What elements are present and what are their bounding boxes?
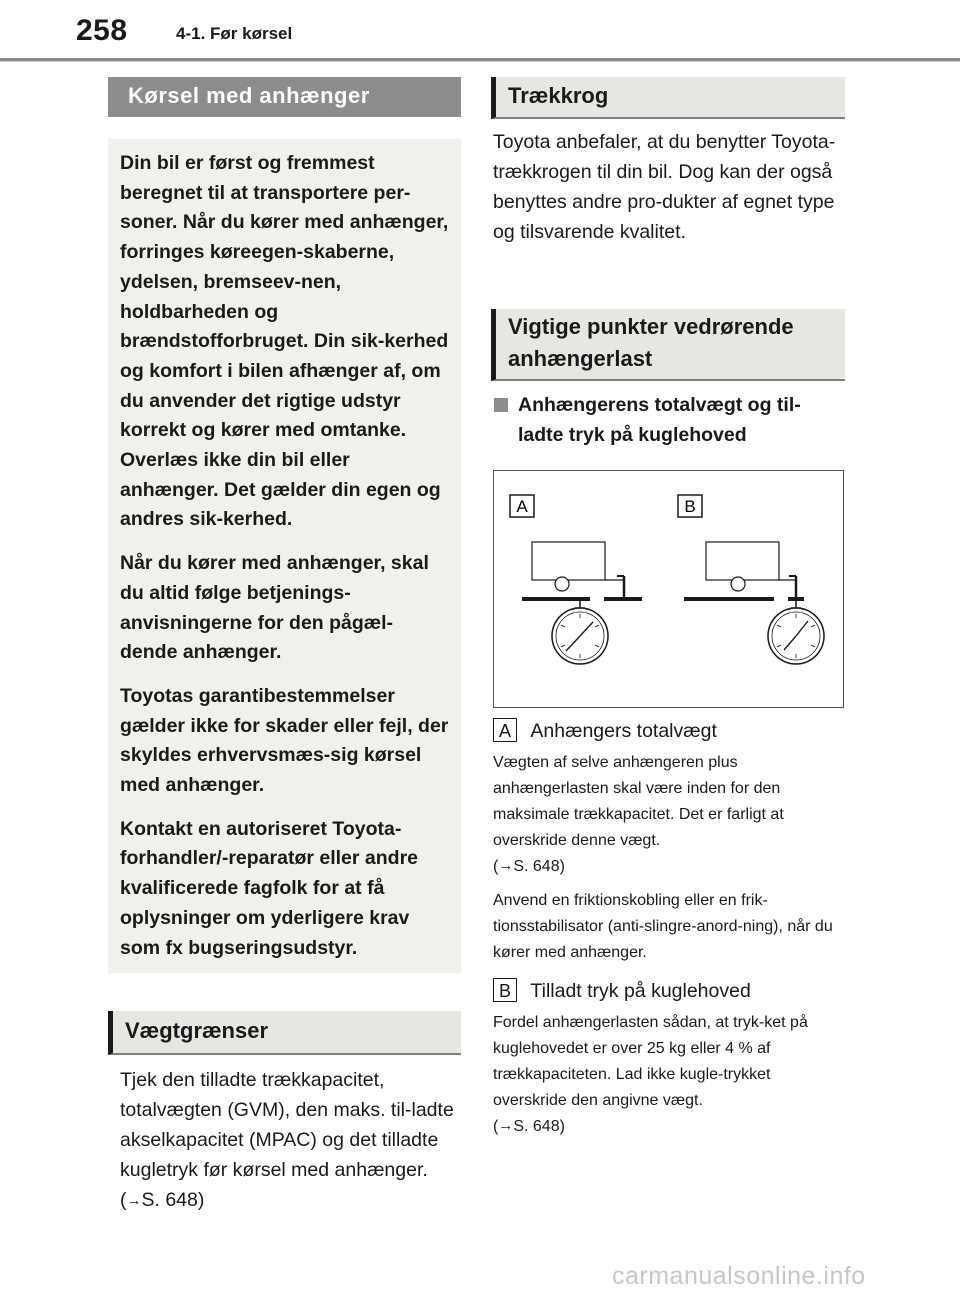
- item-b-heading: [493, 976, 843, 1006]
- arrow-icon: →: [498, 857, 514, 874]
- arrow-icon: →: [498, 1117, 514, 1134]
- left-column: [108, 77, 461, 973]
- page-header: [0, 0, 960, 62]
- trailer-diagram: [494, 471, 842, 706]
- scale-a: [552, 599, 608, 664]
- towing-heading: Kørsel med anhænger: [108, 77, 461, 117]
- hitch-text: Toyota anbefaler, at du benytter Toyota-trækkrogen til din bil. Dog kan der også benyttes andre pro-dukter af egnet type og tilsvarende kvalitet.: [493, 131, 836, 243]
- points-section: [491, 309, 845, 381]
- intro-paragraph: Toyotas garantibestemmelser gælder ikke for skader eller fejl, der skyldes erhvervsmæs-sig kørsel med anhænger.: [120, 684, 449, 797]
- section-label: 4-1. Før kørsel: [176, 24, 293, 43]
- intro-paragraph: Når du kører med anhænger, skal du altid følge betjenings-anvisningerne for den pågæl-dende anhænger.: [120, 552, 429, 664]
- figure-label-a: [510, 495, 534, 517]
- item-a-title: Anhængers totalvægt: [530, 720, 717, 742]
- scale-b: [768, 599, 824, 664]
- page-number: 258: [76, 14, 128, 47]
- figure-label-b-text: B: [684, 497, 696, 516]
- square-bullet-icon: [494, 398, 508, 412]
- weight-text: [108, 1065, 461, 1217]
- trailer-a: [522, 542, 642, 599]
- hitch-heading: Trækkrog: [491, 77, 845, 119]
- weight-heading: Vægtgrænser: [108, 1011, 461, 1055]
- figure-label-b: [678, 495, 702, 517]
- weight-section: [108, 1011, 461, 1217]
- figure-label-a-text: A: [516, 497, 528, 516]
- item-b-ref: S. 648): [513, 1118, 565, 1135]
- item-a-heading: [493, 716, 843, 746]
- trailer-b: [684, 542, 804, 599]
- item-a-label: A: [493, 718, 517, 742]
- intro-paragraph: Din bil er først og fremmest beregnet til at transportere per-soner. Når du kører med anhænger, forringes køreegen-skaberne, ydelsen, bremseev-nen, holdbarheden og brændstofforbruget. Din sik-kerhed og komfort i bilen afhænger af, om du anvender det rigtige udstyr korrekt og kører med omtanke. Overlæs ikke din bil eller anhænger. Det gælder din egen og andres sik-kerhed.: [120, 152, 449, 531]
- item-b-text: Fordel anhængerlasten sådan, at tryk-ket på kuglehovedet er over 25 kg eller 4 % af trækkapaciteten. Lad ikke kugle-trykket overskride den angivne vægt. (→S. 648): [493, 1014, 808, 1135]
- watermark: carmanualsonline.info: [612, 1262, 866, 1290]
- item-b-text-body: Fordel anhængerlasten sådan, at tryk-ket på kuglehovedet er over 25 kg eller 4 % af trækkapaciteten. Lad ikke kugle-trykket overskride den angivne vægt.: [493, 1014, 808, 1109]
- subheading-line1: Anhængerens totalvægt og til-: [518, 394, 801, 416]
- item-b-label: B: [493, 978, 517, 1002]
- points-heading-line1: Vigtige punkter vedrørende: [508, 314, 794, 339]
- subheading: [494, 390, 848, 450]
- subheading-line2: ladte tryk på kuglehoved: [518, 424, 747, 446]
- item-a-text: Vægten af selve anhængeren plus anhængerlasten skal være inden for den maksimale trækkapacitet. Det er farligt at overskride denne vægt. (→S. 648): [493, 754, 784, 875]
- points-heading: [491, 309, 845, 381]
- item-a-ref: S. 648): [513, 858, 565, 875]
- item-a-text2: Anvend en friktionskobling eller en frik-tionsstabilisator (anti-slingre-anord-ning), når du kører med anhænger.: [493, 892, 833, 961]
- hitch-section: [491, 77, 845, 247]
- item-b-title: Tilladt tryk på kuglehoved: [530, 980, 751, 1002]
- item-a: [493, 716, 843, 966]
- intro-box: [108, 139, 461, 973]
- points-heading-line2: anhængerlast: [508, 346, 653, 371]
- weight-text-ref: S. 648): [141, 1189, 205, 1211]
- weight-text-body: Tjek den tilladte trækkapacitet, totalvægten (GVM), den maks. til-ladte akselkapacitet (MPAC) og det tilladte kugletryk før kørsel med anhænger. (: [120, 1069, 454, 1211]
- item-b: [493, 976, 843, 1140]
- trailer-weight-figure: [493, 470, 844, 708]
- header-rule-shadow: [0, 61, 960, 62]
- item-a-text-body: Vægten af selve anhængeren plus anhængerlasten skal være inden for den maksimale trækkapacitet. Det er farligt at overskride denne vægt.: [493, 754, 784, 849]
- intro-paragraph: Kontakt en autoriseret Toyota-forhandler/-reparatør eller andre kvalificerede fagfolk for at få oplysninger om yderligere krav som fx bugseringsudstyr.: [120, 817, 419, 959]
- arrow-icon: →: [126, 1192, 142, 1209]
